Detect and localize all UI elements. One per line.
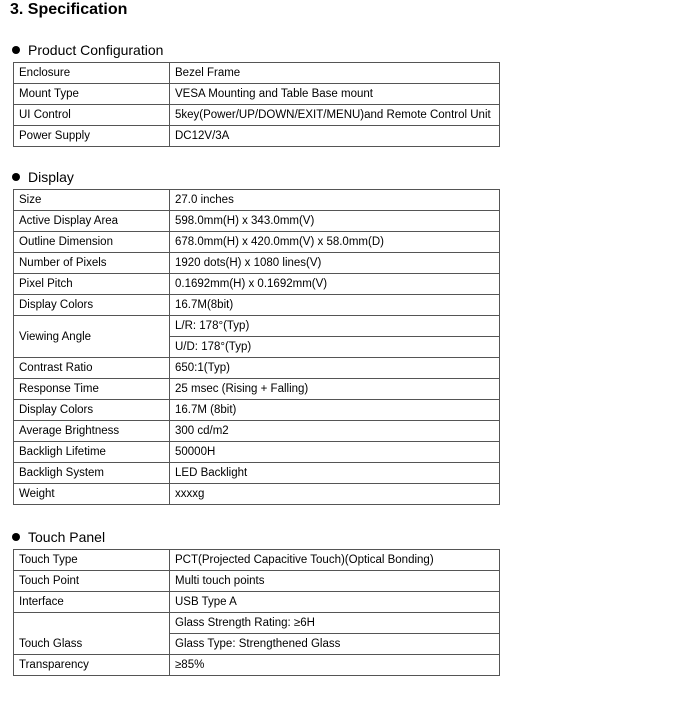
display-table <box>13 189 500 505</box>
table-row <box>14 613 500 634</box>
row-value: Glass Type: Strengthened Glass <box>170 634 500 655</box>
row-key: Pixel Pitch <box>14 274 170 295</box>
section-title-label: Touch Panel <box>28 529 106 545</box>
row-key: Power Supply <box>14 126 170 147</box>
section-title-label: Product Configuration <box>28 42 164 58</box>
row-value: ≥85% <box>170 655 500 676</box>
row-key: Viewing Angle <box>14 316 170 358</box>
row-value: 25 msec (Rising + Falling) <box>170 379 500 400</box>
row-key: Display Colors <box>14 295 170 316</box>
row-value: 0.1692mm(H) x 0.1692mm(V) <box>170 274 500 295</box>
table-row <box>14 358 500 379</box>
section-title-touch-panel <box>10 528 105 546</box>
row-key: Transparency <box>14 655 170 676</box>
row-value: 16.7M (8bit) <box>170 400 500 421</box>
row-value: 300 cd/m2 <box>170 421 500 442</box>
row-value: PCT(Projected Capacitive Touch)(Optical Bonding) <box>170 550 500 571</box>
product-configuration-table <box>13 62 500 147</box>
row-key: Backligh System <box>14 463 170 484</box>
section-title-display <box>10 168 74 186</box>
table-row <box>14 126 500 147</box>
table-row <box>14 232 500 253</box>
table-row <box>14 634 500 655</box>
table-row <box>14 550 500 571</box>
table-row <box>14 421 500 442</box>
row-key: Enclosure <box>14 63 170 84</box>
row-value: L/R: 178°(Typ) <box>170 316 500 337</box>
row-key: Backligh Lifetime <box>14 442 170 463</box>
row-value: 650:1(Typ) <box>170 358 500 379</box>
bullet-icon <box>12 533 20 541</box>
table-row <box>14 190 500 211</box>
row-value: Glass Strength Rating: ≥6H <box>170 613 500 634</box>
row-value: U/D: 178°(Typ) <box>170 337 500 358</box>
row-value: 16.7M(8bit) <box>170 295 500 316</box>
section-title-label: Display <box>28 169 74 185</box>
table-row <box>14 463 500 484</box>
row-value: USB Type A <box>170 592 500 613</box>
row-key: Touch Point <box>14 571 170 592</box>
row-key-spacer <box>14 613 170 634</box>
row-key: Outline Dimension <box>14 232 170 253</box>
row-key: Active Display Area <box>14 211 170 232</box>
row-key: Average Brightness <box>14 421 170 442</box>
row-key: Weight <box>14 484 170 505</box>
table-row <box>14 295 500 316</box>
table-row <box>14 211 500 232</box>
touch-panel-table <box>13 549 500 676</box>
table-row <box>14 253 500 274</box>
table-row <box>14 592 500 613</box>
table-row <box>14 316 500 337</box>
table-row <box>14 484 500 505</box>
row-value: 1920 dots(H) x 1080 lines(V) <box>170 253 500 274</box>
table-row <box>14 274 500 295</box>
row-value: 678.0mm(H) x 420.0mm(V) x 58.0mm(D) <box>170 232 500 253</box>
table-row <box>14 400 500 421</box>
table-row <box>14 379 500 400</box>
table-row <box>14 63 500 84</box>
row-key: UI Control <box>14 105 170 126</box>
row-key: Response Time <box>14 379 170 400</box>
table-row <box>14 84 500 105</box>
row-value: 598.0mm(H) x 343.0mm(V) <box>170 211 500 232</box>
row-value: Bezel Frame <box>170 63 500 84</box>
table-row <box>14 442 500 463</box>
section-title-product-configuration <box>10 41 163 59</box>
row-key: Contrast Ratio <box>14 358 170 379</box>
row-value: xxxxg <box>170 484 500 505</box>
bullet-icon <box>12 173 20 181</box>
page-title: 3. Specification <box>10 1 128 18</box>
table-row <box>14 105 500 126</box>
row-value: 27.0 inches <box>170 190 500 211</box>
row-key: Interface <box>14 592 170 613</box>
table-row <box>14 655 500 676</box>
row-value: DC12V/3A <box>170 126 500 147</box>
row-value: Multi touch points <box>170 571 500 592</box>
row-value: VESA Mounting and Table Base mount <box>170 84 500 105</box>
row-key: Touch Glass <box>14 634 170 655</box>
row-key: Number of Pixels <box>14 253 170 274</box>
row-value: 5key(Power/UP/DOWN/EXIT/MENU)and Remote Control Unit <box>170 105 500 126</box>
bullet-icon <box>12 46 20 54</box>
row-key: Mount Type <box>14 84 170 105</box>
row-key: Display Colors <box>14 400 170 421</box>
row-key: Touch Type <box>14 550 170 571</box>
row-value: LED Backlight <box>170 463 500 484</box>
row-value: 50000H <box>170 442 500 463</box>
table-row <box>14 571 500 592</box>
row-key: Size <box>14 190 170 211</box>
